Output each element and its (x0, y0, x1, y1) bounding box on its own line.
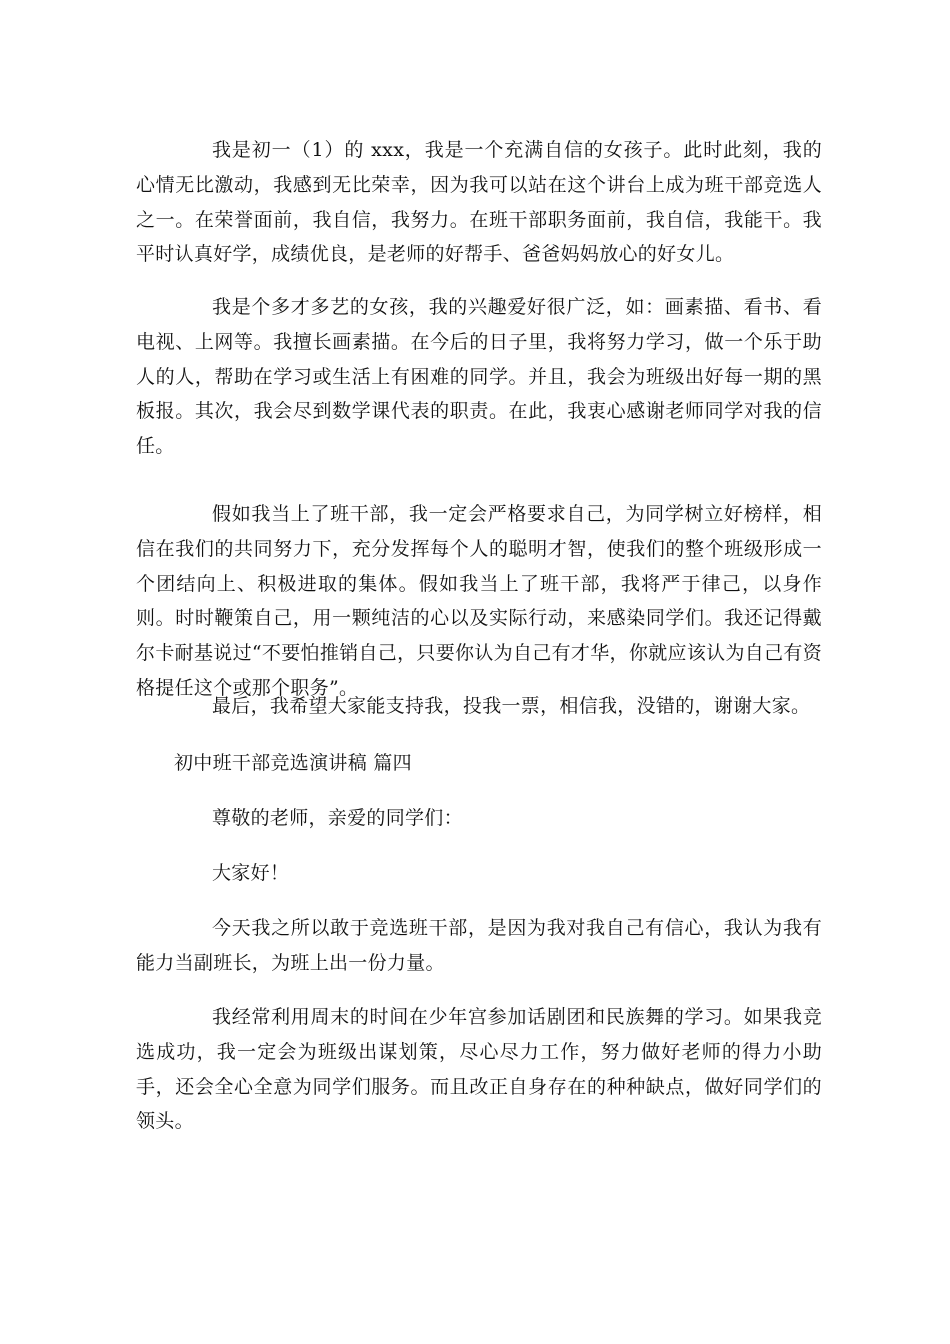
paragraph-4: 最后，我希望大家能支持我，投我一票，相信我，没错的，谢谢大家。 (212, 695, 811, 717)
greeting-line: 尊敬的老师，亲爱的同学们： (212, 807, 463, 829)
paragraph-1: 我是初一（1）的 xxx，我是一个充满自信的女孩子。此时此刻，我的心情无比激动，我感到无比荣幸，因为我可以站在这个讲台上成为班干部竞选人之一。在荣誉面前，我自信，我努力。在班干部职务面前，我自信，我能干。我平时认真好学，成绩优良，是老师的好帮手、爸爸妈妈放心的好女儿。 (136, 139, 822, 266)
paragraph-5: 今天我之所以敢于竞选班干部，是因为我对我自己有信心，我认为我有能力当副班长，为班上出一份力量。 (136, 917, 822, 974)
paragraph-2: 我是个多才多艺的女孩，我的兴趣爱好很广泛，如：画素描、看书、看电视、上网等。我擅长画素描。在今后的日子里，我将努力学习，做一个乐于助人的人，帮助在学习或生活上有困难的同学。并且，我会为班级出好每一期的黑板报。其次，我会尽到数学课代表的职责。在此，我衷心感谢老师同学对我的信任。 (136, 296, 822, 458)
section-heading: 初中班干部竞选演讲稿 篇四 (174, 752, 412, 774)
paragraph-6: 我经常利用周末的时间在少年宫参加话剧团和民族舞的学习。如果我竞选成功，我一定会为班级出谋划策，尽心尽力工作，努力做好老师的得力小助手，还会全心全意为同学们服务。而且改正自身存在的种种缺点，做好同学们的领头。 (136, 1006, 822, 1133)
paragraph-3: 假如我当上了班干部，我一定会严格要求自己，为同学树立好榜样，相信在我们的共同努力下，充分发挥每个人的聪明才智，使我们的整个班级形成一个团结向上、积极进取的集体。假如我当上了班干部，我将严于律己，以身作则。时时鞭策自己，用一颗纯洁的心以及实际行动，来感染同学们。我还记得戴尔卡耐基说过“不要怕推销自己，只要你认为自己有才华，你就应该认为自己有资格提任这个或那个职务”。 (136, 503, 822, 699)
hello-line: 大家好！ (212, 862, 290, 884)
